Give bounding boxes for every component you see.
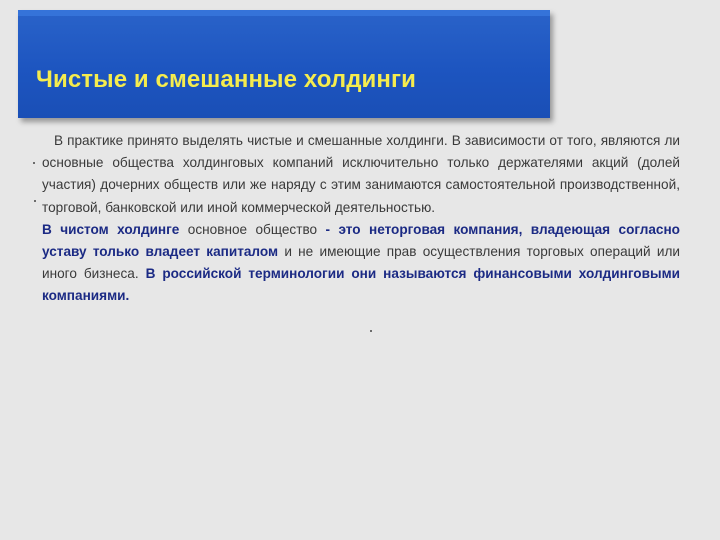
pure-holding-definition: - это неторговая компания, владеющая согласно уставу только владеет капиталом [42,221,680,260]
paragraph-1 [42,130,680,219]
paragraph-2 [42,219,680,308]
pure-holding-term: В чистом холдинге [42,221,180,237]
title-bar [18,10,550,118]
bullet-dot [370,330,372,332]
paragraph-2-text: основное общество [179,221,326,237]
paragraph-2-text: и не имеющие прав осуществления торговых операций или иного бизнеса. [42,244,680,282]
paragraph-1-text: В практике принято выделять чистые и смешанные холдинги. В зависимости от того, являются ли основные общества холдинговых компаний исключительно только держателями акций (долей участия) дочерних обществ или же наряду с этим занимаются самостоятельной производственной, торговой, банковской или иной коммерческой деятельностью. [42,133,680,215]
bullet-dot [34,200,36,202]
spacer-text [139,266,146,281]
russian-terminology-note: В российской терминологии они называются финансовыми холдинговыми компаниями. [42,266,680,304]
slide-title: Чистые и смешанные холдинги [36,66,416,93]
bullet-dot [33,162,35,164]
body-text [42,130,680,308]
